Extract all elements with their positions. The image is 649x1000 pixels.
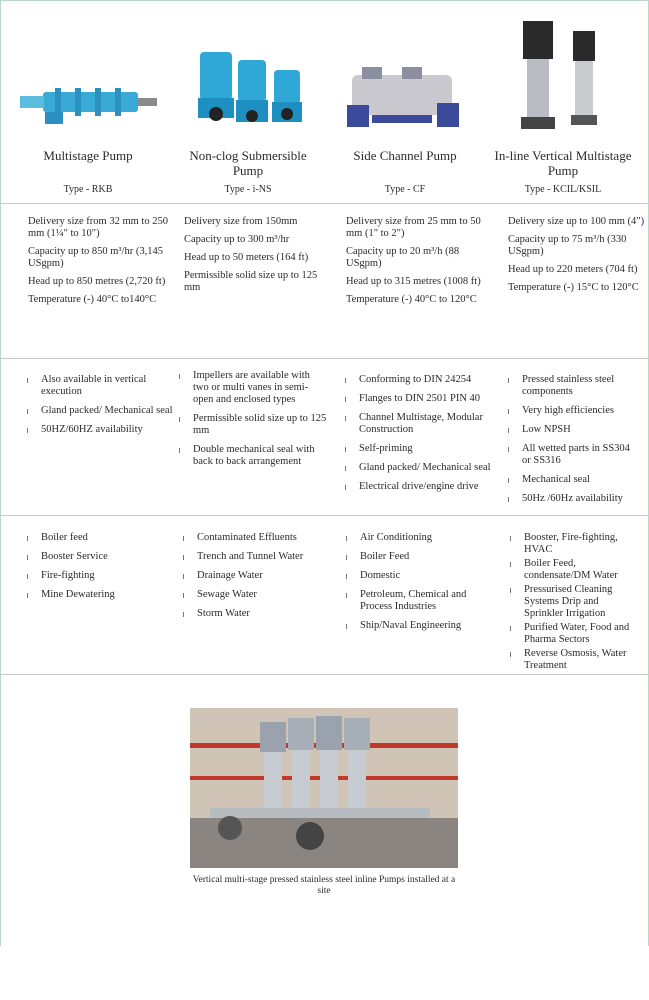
spec-item: Head up to 850 metres (2,720 ft) bbox=[28, 276, 166, 287]
photo-caption: Vertical multi-stage pressed stainless steel inline Pumps installed at a site bbox=[192, 875, 456, 896]
feature-list-3 bbox=[343, 374, 493, 500]
spec-item: Permissible solid size up to 125 mm bbox=[184, 270, 318, 293]
application-item: Fire-fighting bbox=[25, 570, 175, 582]
application-item: Pressurised Cleaning Systems Drip and Sprinkler Irrigation bbox=[508, 584, 640, 620]
spec-item: Delivery size up to 100 mm (4") bbox=[508, 216, 645, 227]
application-item: Drainage Water bbox=[181, 570, 331, 582]
spec-item: Head up to 220 meters (704 ft) bbox=[508, 264, 638, 275]
side-channel-pump-image bbox=[342, 55, 467, 135]
application-item: Boiler feed bbox=[25, 532, 175, 544]
feature-list-4 bbox=[506, 374, 636, 512]
feature-item: Very high efficiencies bbox=[506, 405, 636, 417]
divider bbox=[0, 515, 649, 516]
spec-item: Head up to 50 meters (164 ft) bbox=[184, 252, 309, 263]
feature-item: Low NPSH bbox=[506, 424, 636, 436]
spec-item: Delivery size from 25 mm to 50 mm (1" to 2") bbox=[346, 216, 481, 239]
pump-title-2: Non-clog Submersible Pump bbox=[189, 148, 307, 178]
application-item: Sewage Water bbox=[181, 589, 331, 601]
pump-type-3: Type - CF bbox=[384, 184, 426, 195]
feature-item: Double mechanical seal with back to back arrangement bbox=[177, 444, 327, 468]
application-item: Air Conditioning bbox=[344, 532, 494, 544]
pump-title-1: Multistage Pump bbox=[43, 148, 133, 163]
spec-item: Capacity up to 20 m³/h (88 USgpm) bbox=[346, 246, 460, 269]
application-item: Ship/Naval Engineering bbox=[344, 620, 494, 632]
application-item: Storm Water bbox=[181, 608, 331, 620]
application-item: Reverse Osmosis, Water Treatment bbox=[508, 648, 640, 672]
feature-item: Self-priming bbox=[343, 443, 493, 455]
application-list-3 bbox=[344, 532, 494, 639]
feature-item: Channel Multistage, Modular Construction bbox=[343, 412, 493, 436]
application-list-1 bbox=[25, 532, 175, 608]
application-item: Petroleum, Chemical and Process Industries bbox=[344, 589, 494, 613]
feature-item: Mechanical seal bbox=[506, 474, 636, 486]
feature-item: Conforming to DIN 24254 bbox=[343, 374, 493, 386]
spec-item: Delivery size from 32 mm to 250 mm (1¼" to 10") bbox=[28, 216, 168, 239]
feature-list-1 bbox=[25, 374, 175, 443]
feature-list-2 bbox=[177, 370, 327, 475]
pump-title-4: In-line Vertical Multistage Pump bbox=[494, 148, 632, 178]
application-item: Contaminated Effluents bbox=[181, 532, 331, 544]
feature-item: Flanges to DIN 2501 PIN 40 bbox=[343, 393, 493, 405]
site-photo bbox=[190, 708, 458, 868]
submersible-pump-image bbox=[190, 42, 310, 134]
inline-vertical-pump-image bbox=[517, 17, 607, 137]
spec-list-3 bbox=[346, 216, 496, 312]
spec-list-2 bbox=[184, 216, 334, 300]
spec-item: Temperature (-) 40°C to140°C bbox=[28, 294, 157, 305]
spec-list-4 bbox=[508, 216, 649, 300]
feature-item: All wetted parts in SS304 or SS316 bbox=[506, 443, 636, 467]
application-item: Purified Water, Food and Pharma Sectors bbox=[508, 622, 640, 646]
pump-type-1: Type - RKB bbox=[63, 184, 113, 195]
feature-item: Permissible solid size up to 125 mm bbox=[177, 413, 327, 437]
feature-item: Gland packed/ Mechanical seal bbox=[25, 405, 175, 417]
spec-item: Temperature (-) 15°C to 120°C bbox=[508, 282, 639, 293]
spec-item: Temperature (-) 40°C to 120°C bbox=[346, 294, 477, 305]
spec-list-1 bbox=[28, 216, 178, 312]
pump-type-2: Type - i-NS bbox=[224, 184, 272, 195]
divider bbox=[0, 203, 649, 204]
spec-item: Capacity up to 850 m³/hr (3,145 USgpm) bbox=[28, 246, 163, 269]
application-item: Boiler Feed, condensate/DM Water bbox=[508, 558, 640, 582]
spec-item: Head up to 315 metres (1008 ft) bbox=[346, 276, 481, 287]
application-list-2 bbox=[181, 532, 331, 627]
application-item: Booster Service bbox=[25, 551, 175, 563]
application-item: Domestic bbox=[344, 570, 494, 582]
spec-item: Delivery size from 150mm bbox=[184, 216, 298, 227]
divider bbox=[0, 674, 649, 675]
divider bbox=[0, 358, 649, 359]
application-item: Boiler Feed bbox=[344, 551, 494, 563]
multistage-pump-image bbox=[15, 78, 160, 128]
feature-item: Impellers are available with two or multi vanes in semi-open and enclosed types bbox=[177, 370, 327, 406]
application-item: Booster, Fire-fighting, HVAC bbox=[508, 532, 640, 556]
application-list-4 bbox=[508, 532, 640, 674]
spec-item: Capacity up to 75 m³/h (330 USgpm) bbox=[508, 234, 627, 257]
pump-title-3: Side Channel Pump bbox=[353, 148, 457, 163]
feature-item: Also available in vertical execution bbox=[25, 374, 175, 398]
application-item: Mine Dewatering bbox=[25, 589, 175, 601]
feature-item: Gland packed/ Mechanical seal bbox=[343, 462, 493, 474]
spec-item: Capacity up to 300 m³/hr bbox=[184, 234, 290, 245]
feature-item: Electrical drive/engine drive bbox=[343, 481, 493, 493]
feature-item: 50Hz /60Hz availability bbox=[506, 493, 636, 505]
pump-type-4: Type - KCIL/KSIL bbox=[524, 184, 602, 195]
application-item: Trench and Tunnel Water bbox=[181, 551, 331, 563]
feature-item: 50HZ/60HZ availability bbox=[25, 424, 175, 436]
feature-item: Pressed stainless steel components bbox=[506, 374, 636, 398]
